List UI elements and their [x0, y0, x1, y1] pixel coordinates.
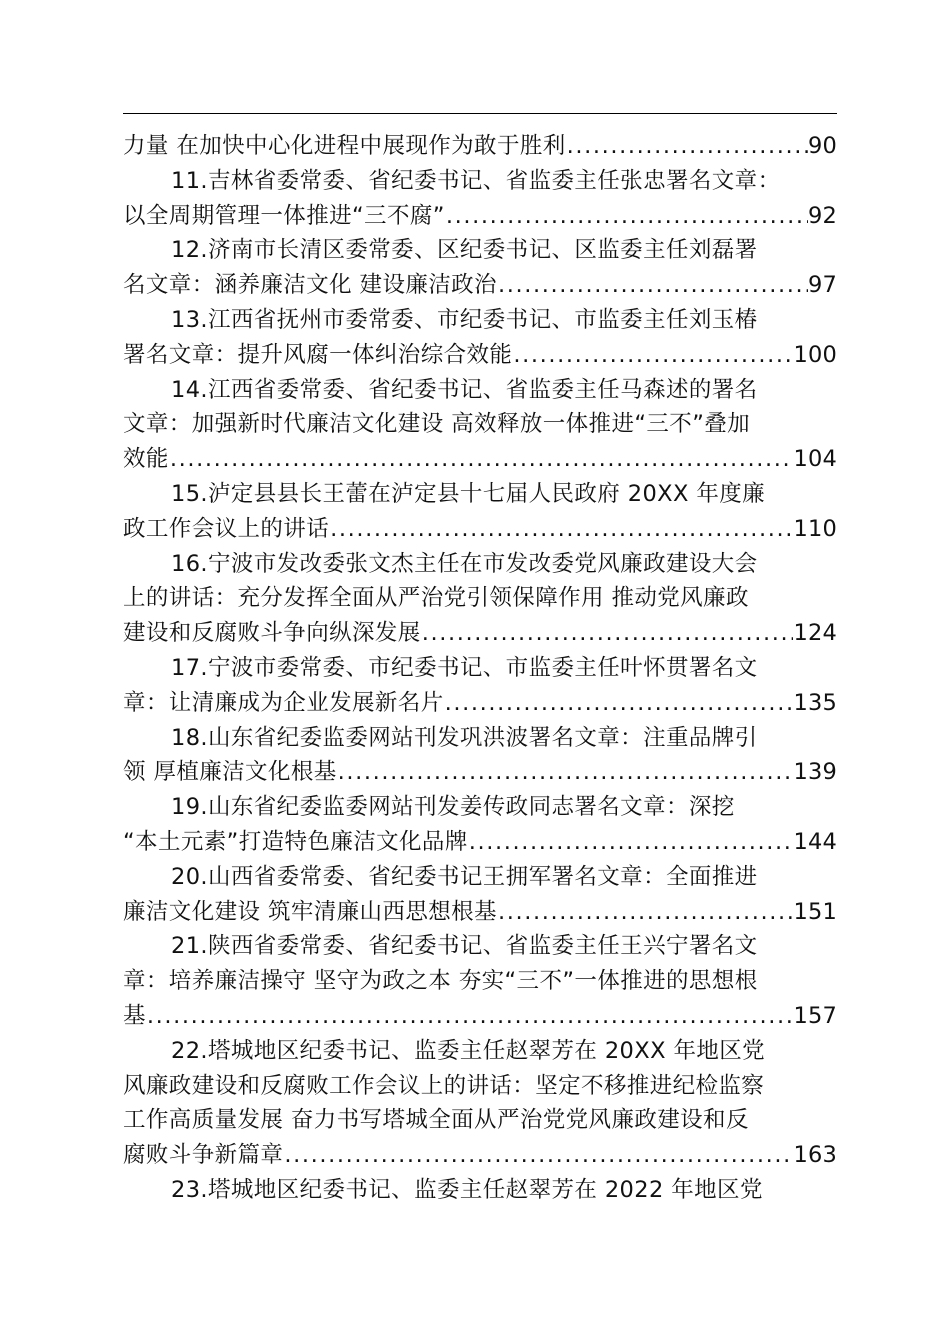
- page-number: 135: [793, 689, 837, 716]
- toc-entry-text: “本土元素”打造特色廉洁文化品牌: [123, 828, 468, 855]
- toc-entry-text: 效能: [123, 446, 169, 473]
- toc-entry-text: 腐败斗争新篇章: [123, 1142, 284, 1169]
- toc-entry-11-line: 11.吉林省委常委、省纪委书记、省监委主任张忠署名文章：: [171, 167, 781, 194]
- dot-leader: [444, 686, 794, 721]
- page-number: 163: [793, 1142, 837, 1169]
- dot-leader: [337, 755, 794, 790]
- toc-entry-text: 廉洁文化建设 筑牢清廉山西思想根基: [123, 898, 497, 925]
- toc-entry-text: 章：让清廉成为企业发展新名片: [123, 689, 444, 716]
- dot-leader: [468, 825, 794, 860]
- toc-entry-21-line: 章：培养廉洁操守 坚守为政之本 夯实“三不”一体推进的思想根: [123, 968, 758, 995]
- page-number: 104: [793, 446, 837, 473]
- toc-entry-20-last-line: [123, 895, 837, 930]
- toc-entry-20-line: 20.山西省委常委、省纪委书记王拥军署名文章：全面推进: [171, 863, 758, 890]
- toc-entry-12-last-line: [123, 268, 837, 303]
- page-number: 97: [807, 272, 837, 299]
- dot-leader: [497, 268, 808, 303]
- toc-entry-22-last-line: [123, 1138, 837, 1173]
- toc-entry-text: 建设和反腐败斗争向纵深发展: [123, 620, 421, 647]
- toc-entry-18-line: 18.山东省纪委监委网站刊发巩洪波署名文章：注重品牌引: [171, 724, 758, 751]
- toc-entry-22-line: 风廉政建设和反腐败工作会议上的讲话：坚定不移推进纪检监察: [123, 1072, 765, 1099]
- toc-entry-14-line: 文章：加强新时代廉洁文化建设 高效释放一体推进“三不”叠加: [123, 411, 751, 438]
- toc-entry-16-last-line: [123, 616, 837, 651]
- toc-entry-text: 力量 在加快中心化进程中展现作为敢于胜利: [123, 133, 566, 159]
- toc-entry-text: 领 厚植廉洁文化根基: [123, 759, 337, 786]
- header-rule: [123, 113, 837, 114]
- toc-entry-16-line: 16.宁波市发改委张文杰主任在市发改委党风廉政建设大会: [171, 550, 758, 577]
- toc-entry-text: 名文章：涵养廉洁文化 建设廉洁政治: [123, 272, 497, 299]
- dot-leader: [169, 442, 794, 477]
- toc-entry-15-line: 15.泸定县县长王蕾在泸定县十七届人民政府 20XX 年度廉: [171, 480, 766, 507]
- toc-entry-17-line: 17.宁波市委常委、市纪委书记、市监委主任叶怀贯署名文: [171, 654, 758, 681]
- toc-entry-10-last-line: [123, 129, 837, 164]
- dot-leader: [283, 1138, 793, 1173]
- page-number: 124: [793, 620, 837, 647]
- dot-leader: [329, 512, 793, 547]
- dot-leader: [445, 199, 808, 234]
- dot-leader: [146, 999, 794, 1034]
- toc-entry-12-line: 12.济南市长清区委常委、区纪委书记、区监委主任刘磊署: [171, 237, 758, 264]
- page-number: 110: [793, 515, 837, 542]
- dot-leader: [512, 338, 793, 373]
- toc-entry-text: 基: [123, 1002, 146, 1029]
- page-number: 100: [793, 341, 837, 368]
- dot-leader: [566, 129, 808, 164]
- toc-entry-14-line: 14.江西省委常委、省纪委书记、省监委主任马森述的署名: [171, 376, 758, 403]
- dot-leader: [497, 895, 794, 930]
- toc-entry-17-last-line: [123, 686, 837, 721]
- toc-entry-text: 以全周期管理一体推进“三不腐”: [123, 202, 445, 229]
- document-page: [123, 0, 837, 1344]
- page-number: 151: [793, 898, 837, 925]
- toc-entry-15-last-line: [123, 512, 837, 547]
- page-number: 92: [807, 202, 837, 229]
- toc-entry-21-line: 21.陕西省委常委、省纪委书记、省监委主任王兴宁署名文: [171, 933, 758, 960]
- toc-entry-11-last-line: [123, 199, 837, 234]
- toc-entry-16-line: 上的讲话：充分发挥全面从严治党引领保障作用 推动党风廉政: [123, 585, 749, 612]
- toc-entry-text: 政工作会议上的讲话: [123, 515, 330, 542]
- table-of-contents: [123, 129, 837, 1208]
- page-number: 157: [793, 1002, 837, 1029]
- toc-entry-text: 署名文章：提升风腐一体纠治综合效能: [123, 341, 513, 368]
- dot-leader: [421, 616, 794, 651]
- toc-entry-21-last-line: [123, 999, 837, 1034]
- page-number: 139: [793, 759, 837, 786]
- toc-entry-19-last-line: [123, 825, 837, 860]
- toc-entry-22-line: 工作高质量发展 奋力书写塔城全面从严治党党风廉政建设和反: [123, 1107, 749, 1134]
- toc-entry-14-last-line: [123, 442, 837, 477]
- toc-entry-13-last-line: [123, 338, 837, 373]
- toc-entry-18-last-line: [123, 755, 837, 790]
- page-number: 90: [807, 133, 837, 159]
- page-number: 144: [793, 828, 837, 855]
- toc-entry-19-line: 19.山东省纪委监委网站刊发姜传政同志署名文章：深挖: [171, 794, 735, 821]
- toc-entry-23-line: 23.塔城地区纪委书记、监委主任赵翠芳在 2022 年地区党: [171, 1176, 763, 1203]
- toc-entry-22-line: 22.塔城地区纪委书记、监委主任赵翠芳在 20XX 年地区党: [171, 1037, 766, 1064]
- toc-entry-13-line: 13.江西省抚州市委常委、市纪委书记、市监委主任刘玉椿: [171, 306, 758, 333]
